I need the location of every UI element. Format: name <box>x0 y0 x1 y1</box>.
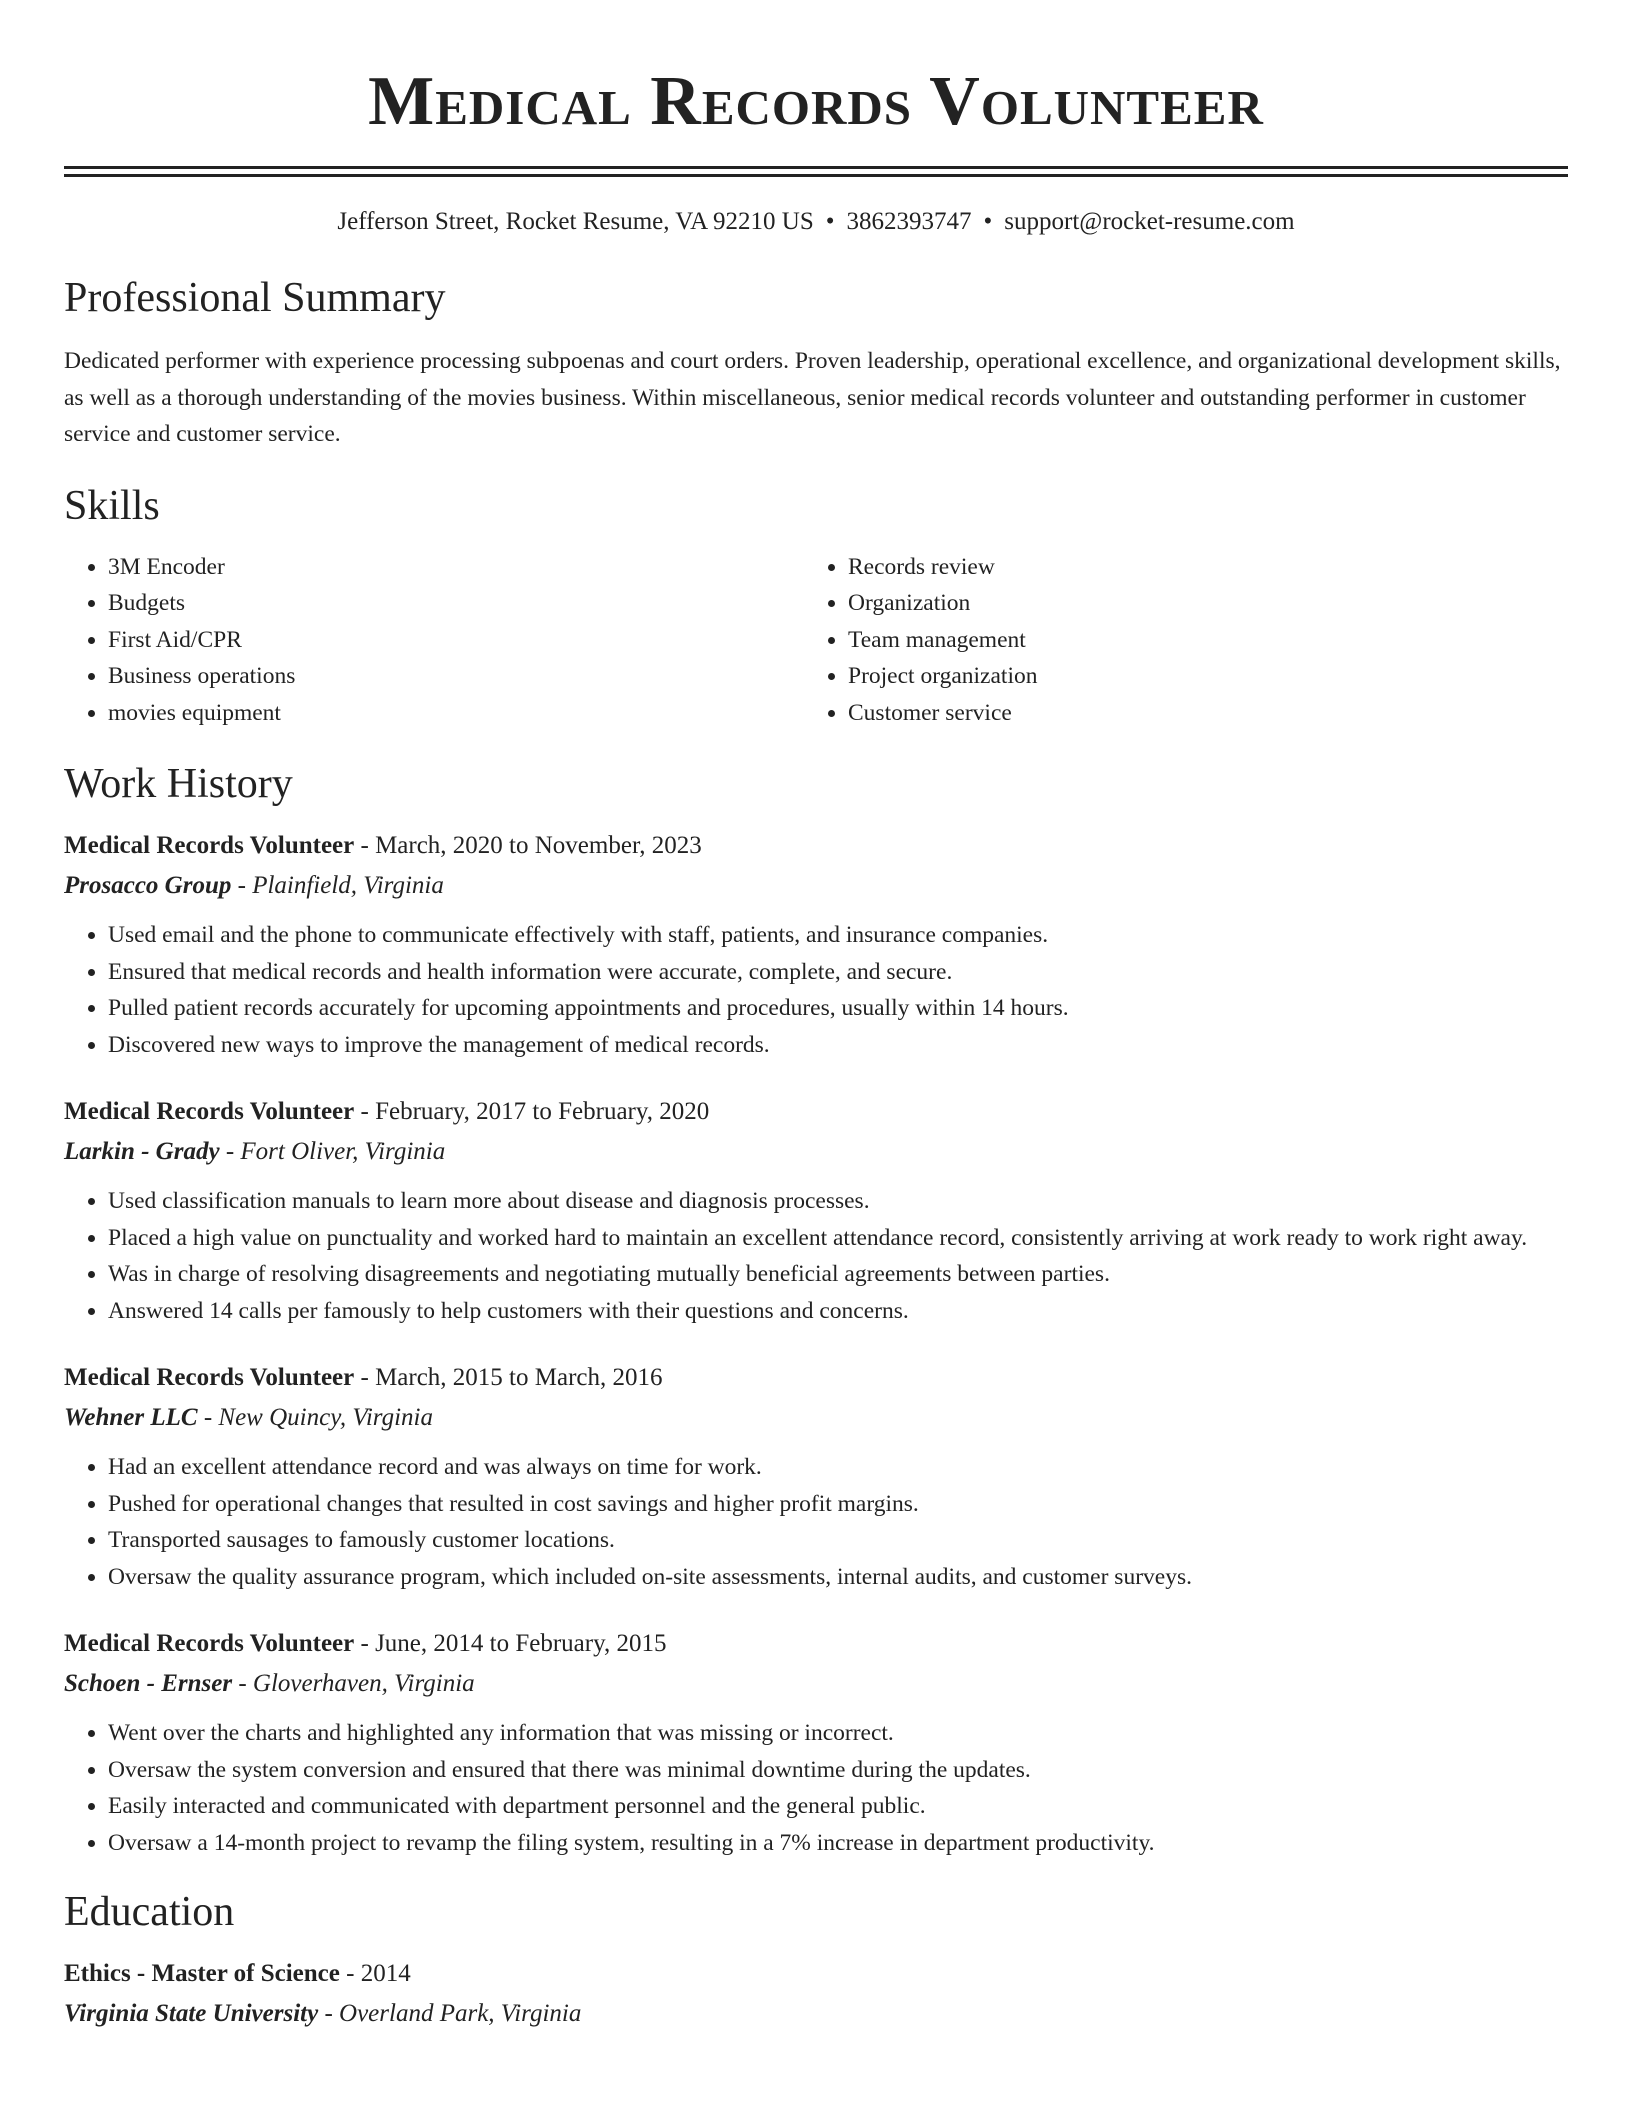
job-dates: February, 2017 to February, 2020 <box>375 1098 710 1125</box>
job-bullets <box>64 1183 1568 1329</box>
job-bullets <box>64 1715 1568 1861</box>
education-year: 2014 <box>360 1960 411 1987</box>
job-bullet: • Oversaw a 14-month project to revamp the filing system, resulting in a 7% increase in department productivity. <box>108 1825 1568 1862</box>
job-title-line: Medical Records Volunteer - June, 2014 to February, 2015 <box>64 1630 667 1657</box>
job-title-line: Medical Records Volunteer - February, 2017 to February, 2020 <box>64 1098 710 1125</box>
job-location: Plainfield, Virginia <box>252 872 444 899</box>
education-school: Virginia State University <box>64 2000 319 2027</box>
contact-separator: • <box>825 208 835 235</box>
skills-column-left <box>64 549 808 732</box>
skill-item: • movies equipment <box>108 695 808 732</box>
job-company: Wehner LLC <box>64 1404 198 1431</box>
education-heading: Education <box>64 1889 235 1935</box>
job-company: Prosacco Group <box>64 872 232 899</box>
skill-item: • First Aid/CPR <box>108 622 808 659</box>
job-bullet: • Pushed for operational changes that resulted in cost savings and higher profit margins. <box>108 1486 1568 1523</box>
job-role: Medical Records Volunteer <box>64 1098 355 1125</box>
skills-column-right <box>808 549 1548 732</box>
job-entry <box>64 1095 1568 1329</box>
job-bullet: • Ensured that medical records and health information were accurate, complete, and secure. <box>108 954 1568 991</box>
job-role: Medical Records Volunteer <box>64 832 355 859</box>
job-role: Medical Records Volunteer <box>64 1364 355 1391</box>
education-location: Overland Park, Virginia <box>339 2000 582 2027</box>
job-bullet: • Discovered new ways to improve the management of medical records. <box>108 1027 1568 1064</box>
job-bullets <box>64 1449 1568 1595</box>
job-bullet: • Was in charge of resolving disagreements and negotiating mutually beneficial agreements between parties. <box>108 1256 1568 1293</box>
header-double-rule <box>64 166 1568 177</box>
job-bullet: • Went over the charts and highlighted any information that was missing or incorrect. <box>108 1715 1568 1752</box>
contact-separator: • <box>983 208 993 235</box>
job-entry <box>64 1627 1568 1861</box>
job-company-line: Wehner LLC - New Quincy, Virginia <box>64 1404 433 1431</box>
job-company: Schoen - Ernser <box>64 1670 233 1697</box>
job-bullet: • Answered 14 calls per famously to help customers with their questions and concerns. <box>108 1293 1568 1330</box>
job-bullet: • Pulled patient records accurately for upcoming appointments and procedures, usually within 14 hours. <box>108 990 1568 1027</box>
job-bullet: • Placed a high value on punctuality and worked hard to maintain an excellent attendance record, consistently arriving at work ready to work right away. <box>108 1220 1568 1257</box>
resume-page <box>64 0 1568 2031</box>
education-degree-line: Ethics - Master of Science - 2014 <box>64 1960 411 1987</box>
skills-list <box>64 549 1568 732</box>
job-company-line: Prosacco Group - Plainfield, Virginia <box>64 872 444 899</box>
skill-item: • Project organization <box>848 658 1548 695</box>
summary-heading: Professional Summary <box>64 275 446 321</box>
job-title-line: Medical Records Volunteer - March, 2020 to November, 2023 <box>64 832 702 859</box>
job-bullet: • Transported sausages to famously customer locations. <box>108 1522 1568 1559</box>
skill-item: • 3M Encoder <box>108 549 808 586</box>
skill-item: • Business operations <box>108 658 808 695</box>
summary-text: Dedicated performer with experience processing subpoenas and court orders. Proven leadership, operational excellence, and organizational development skills, as well as a thorough understanding of the movies business. Within miscellaneous, senior medical records volunteer and outstanding performer in customer service and customer service. <box>64 348 1561 447</box>
job-company-line: Larkin - Grady - Fort Oliver, Virginia <box>64 1138 446 1165</box>
contact-line <box>64 205 1568 239</box>
job-bullet: • Had an excellent attendance record and was always on time for work. <box>108 1449 1568 1486</box>
contact-email: support@rocket-resume.com <box>1004 208 1295 235</box>
education-degree: Ethics - Master of Science <box>64 1960 340 1987</box>
skill-item: • Team management <box>848 622 1548 659</box>
job-location: New Quincy, Virginia <box>218 1404 433 1431</box>
job-location: Fort Oliver, Virginia <box>240 1138 446 1165</box>
job-dates: March, 2015 to March, 2016 <box>375 1364 663 1391</box>
skill-item: • Records review <box>848 549 1548 586</box>
job-bullet: • Oversaw the system conversion and ensured that there was minimal downtime during the updates. <box>108 1752 1568 1789</box>
job-bullet: • Oversaw the quality assurance program, which included on-site assessments, internal audits, and customer surveys. <box>108 1559 1568 1596</box>
skill-item: • Budgets <box>108 585 808 622</box>
job-bullet: • Used classification manuals to learn more about disease and diagnosis processes. <box>108 1183 1568 1220</box>
contact-address: Jefferson Street, Rocket Resume, VA 92210 US <box>337 208 814 235</box>
job-company: Larkin - Grady <box>64 1138 220 1165</box>
job-role: Medical Records Volunteer <box>64 1630 355 1657</box>
job-entry <box>64 1361 1568 1595</box>
job-entry <box>64 829 1568 1063</box>
job-dates: March, 2020 to November, 2023 <box>375 832 702 859</box>
contact-phone: 3862393747 <box>846 208 972 235</box>
job-company-line: Schoen - Ernser - Gloverhaven, Virginia <box>64 1670 475 1697</box>
work-history-heading: Work History <box>64 761 293 807</box>
job-location: Gloverhaven, Virginia <box>252 1670 475 1697</box>
skill-item: • Customer service <box>848 695 1548 732</box>
education-school-line: Virginia State University - Overland Park, Virginia <box>64 2000 582 2027</box>
job-bullet: • Used email and the phone to communicate effectively with staff, patients, and insurance companies. <box>108 917 1568 954</box>
skills-heading: Skills <box>64 482 160 529</box>
skill-item: • Organization <box>848 585 1548 622</box>
job-bullet: • Easily interacted and communicated with department personnel and the general public. <box>108 1788 1568 1825</box>
job-bullets <box>64 917 1568 1063</box>
job-dates: June, 2014 to February, 2015 <box>375 1630 667 1657</box>
resume-name: Medical Records Volunteer <box>368 63 1264 140</box>
education-entry <box>64 1957 1568 2031</box>
job-title-line: Medical Records Volunteer - March, 2015 to March, 2016 <box>64 1364 663 1391</box>
